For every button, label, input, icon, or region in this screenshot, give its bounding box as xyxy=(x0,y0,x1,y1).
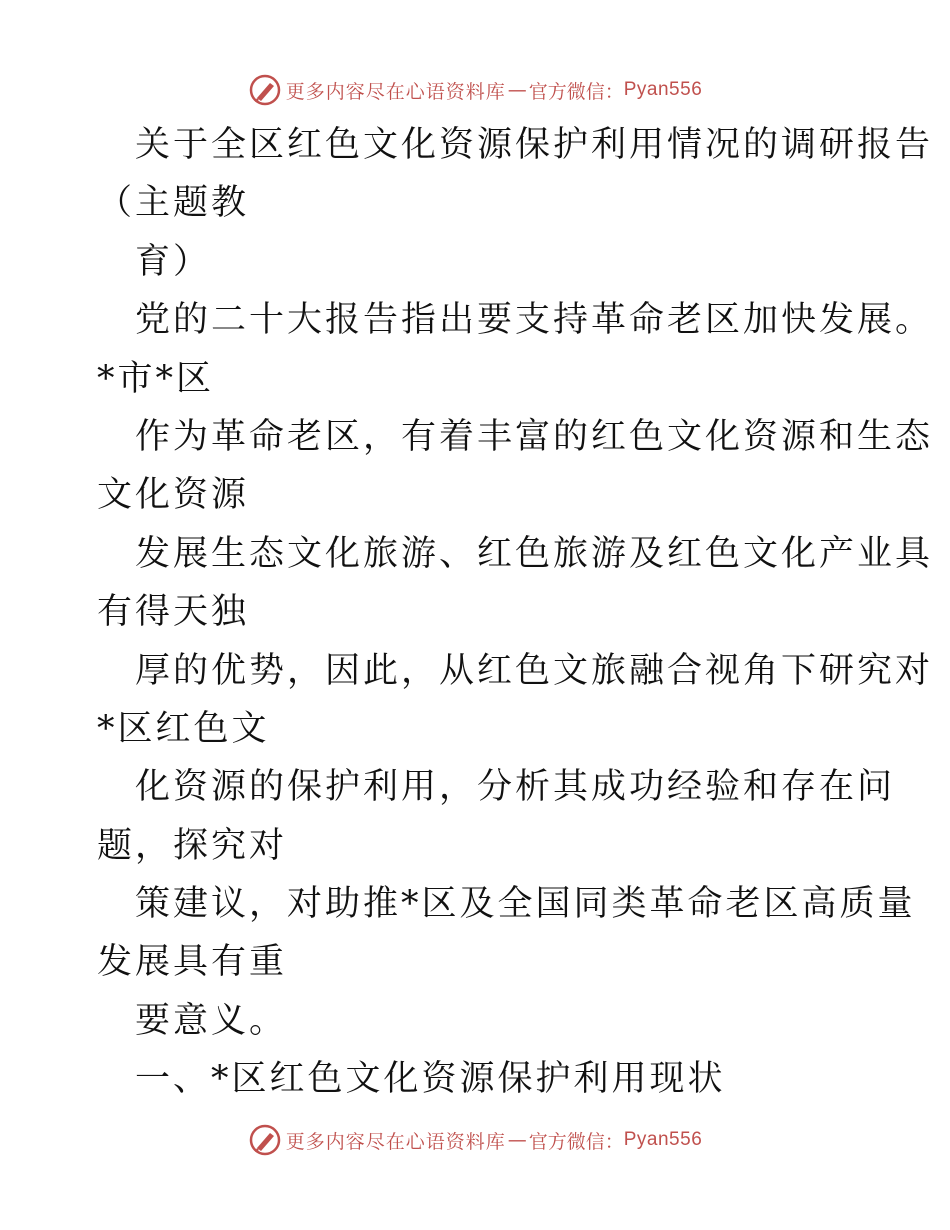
text-line: 发展生态文化旅游、红色旅游及红色文化产业具 xyxy=(135,533,934,574)
text-line: 化资源的保护利用，分析其成功经验和存在问 xyxy=(135,767,896,808)
text-line: 发展具有重 xyxy=(97,942,288,983)
text-line: *市*区 xyxy=(97,358,215,399)
watermark-dash: — xyxy=(507,79,527,101)
watermark-wechat-id: Pyan556 xyxy=(623,79,703,100)
text-line: （主题教 xyxy=(97,183,250,224)
watermark-brand: 更多内容尽在心语资料库 xyxy=(285,80,506,103)
text-line: 题，探究对 xyxy=(97,825,288,866)
text-line: 育） xyxy=(135,241,212,282)
text-line: *区红色文 xyxy=(97,708,270,749)
document-title: 关于全区红色文化资源保护利用情况的调研报告 xyxy=(135,125,934,165)
watermark-brand: 更多内容尽在心语资料库 xyxy=(285,1130,506,1153)
pen-logo-icon xyxy=(248,1123,282,1157)
section-heading: 一、*区红色文化资源保护利用现状 xyxy=(135,1059,726,1100)
watermark-official-label: 官方微信： xyxy=(528,80,624,103)
watermark-dash: — xyxy=(507,1129,527,1151)
text-line: 作为革命老区，有着丰富的红色文化资源和生态 xyxy=(135,416,934,457)
watermark-header xyxy=(0,70,950,110)
watermark-footer xyxy=(0,1120,950,1160)
text-line: 厚的优势，因此，从红色文旅融合视角下研究对 xyxy=(135,650,934,691)
text-line: 有得天独 xyxy=(97,592,250,633)
text-line: 文化资源 xyxy=(97,475,250,516)
pen-logo-icon xyxy=(248,73,282,107)
text-line: 党的二十大报告指出要支持革命老区加快发展。 xyxy=(135,300,934,341)
text-line: 要意义。 xyxy=(135,1000,288,1041)
document-body xyxy=(97,116,934,1109)
watermark-official-label: 官方微信： xyxy=(528,1130,624,1153)
text-line: 策建议，对助推*区及全国同类革命老区高质量 xyxy=(135,884,916,925)
watermark-wechat-id: Pyan556 xyxy=(623,1129,703,1150)
